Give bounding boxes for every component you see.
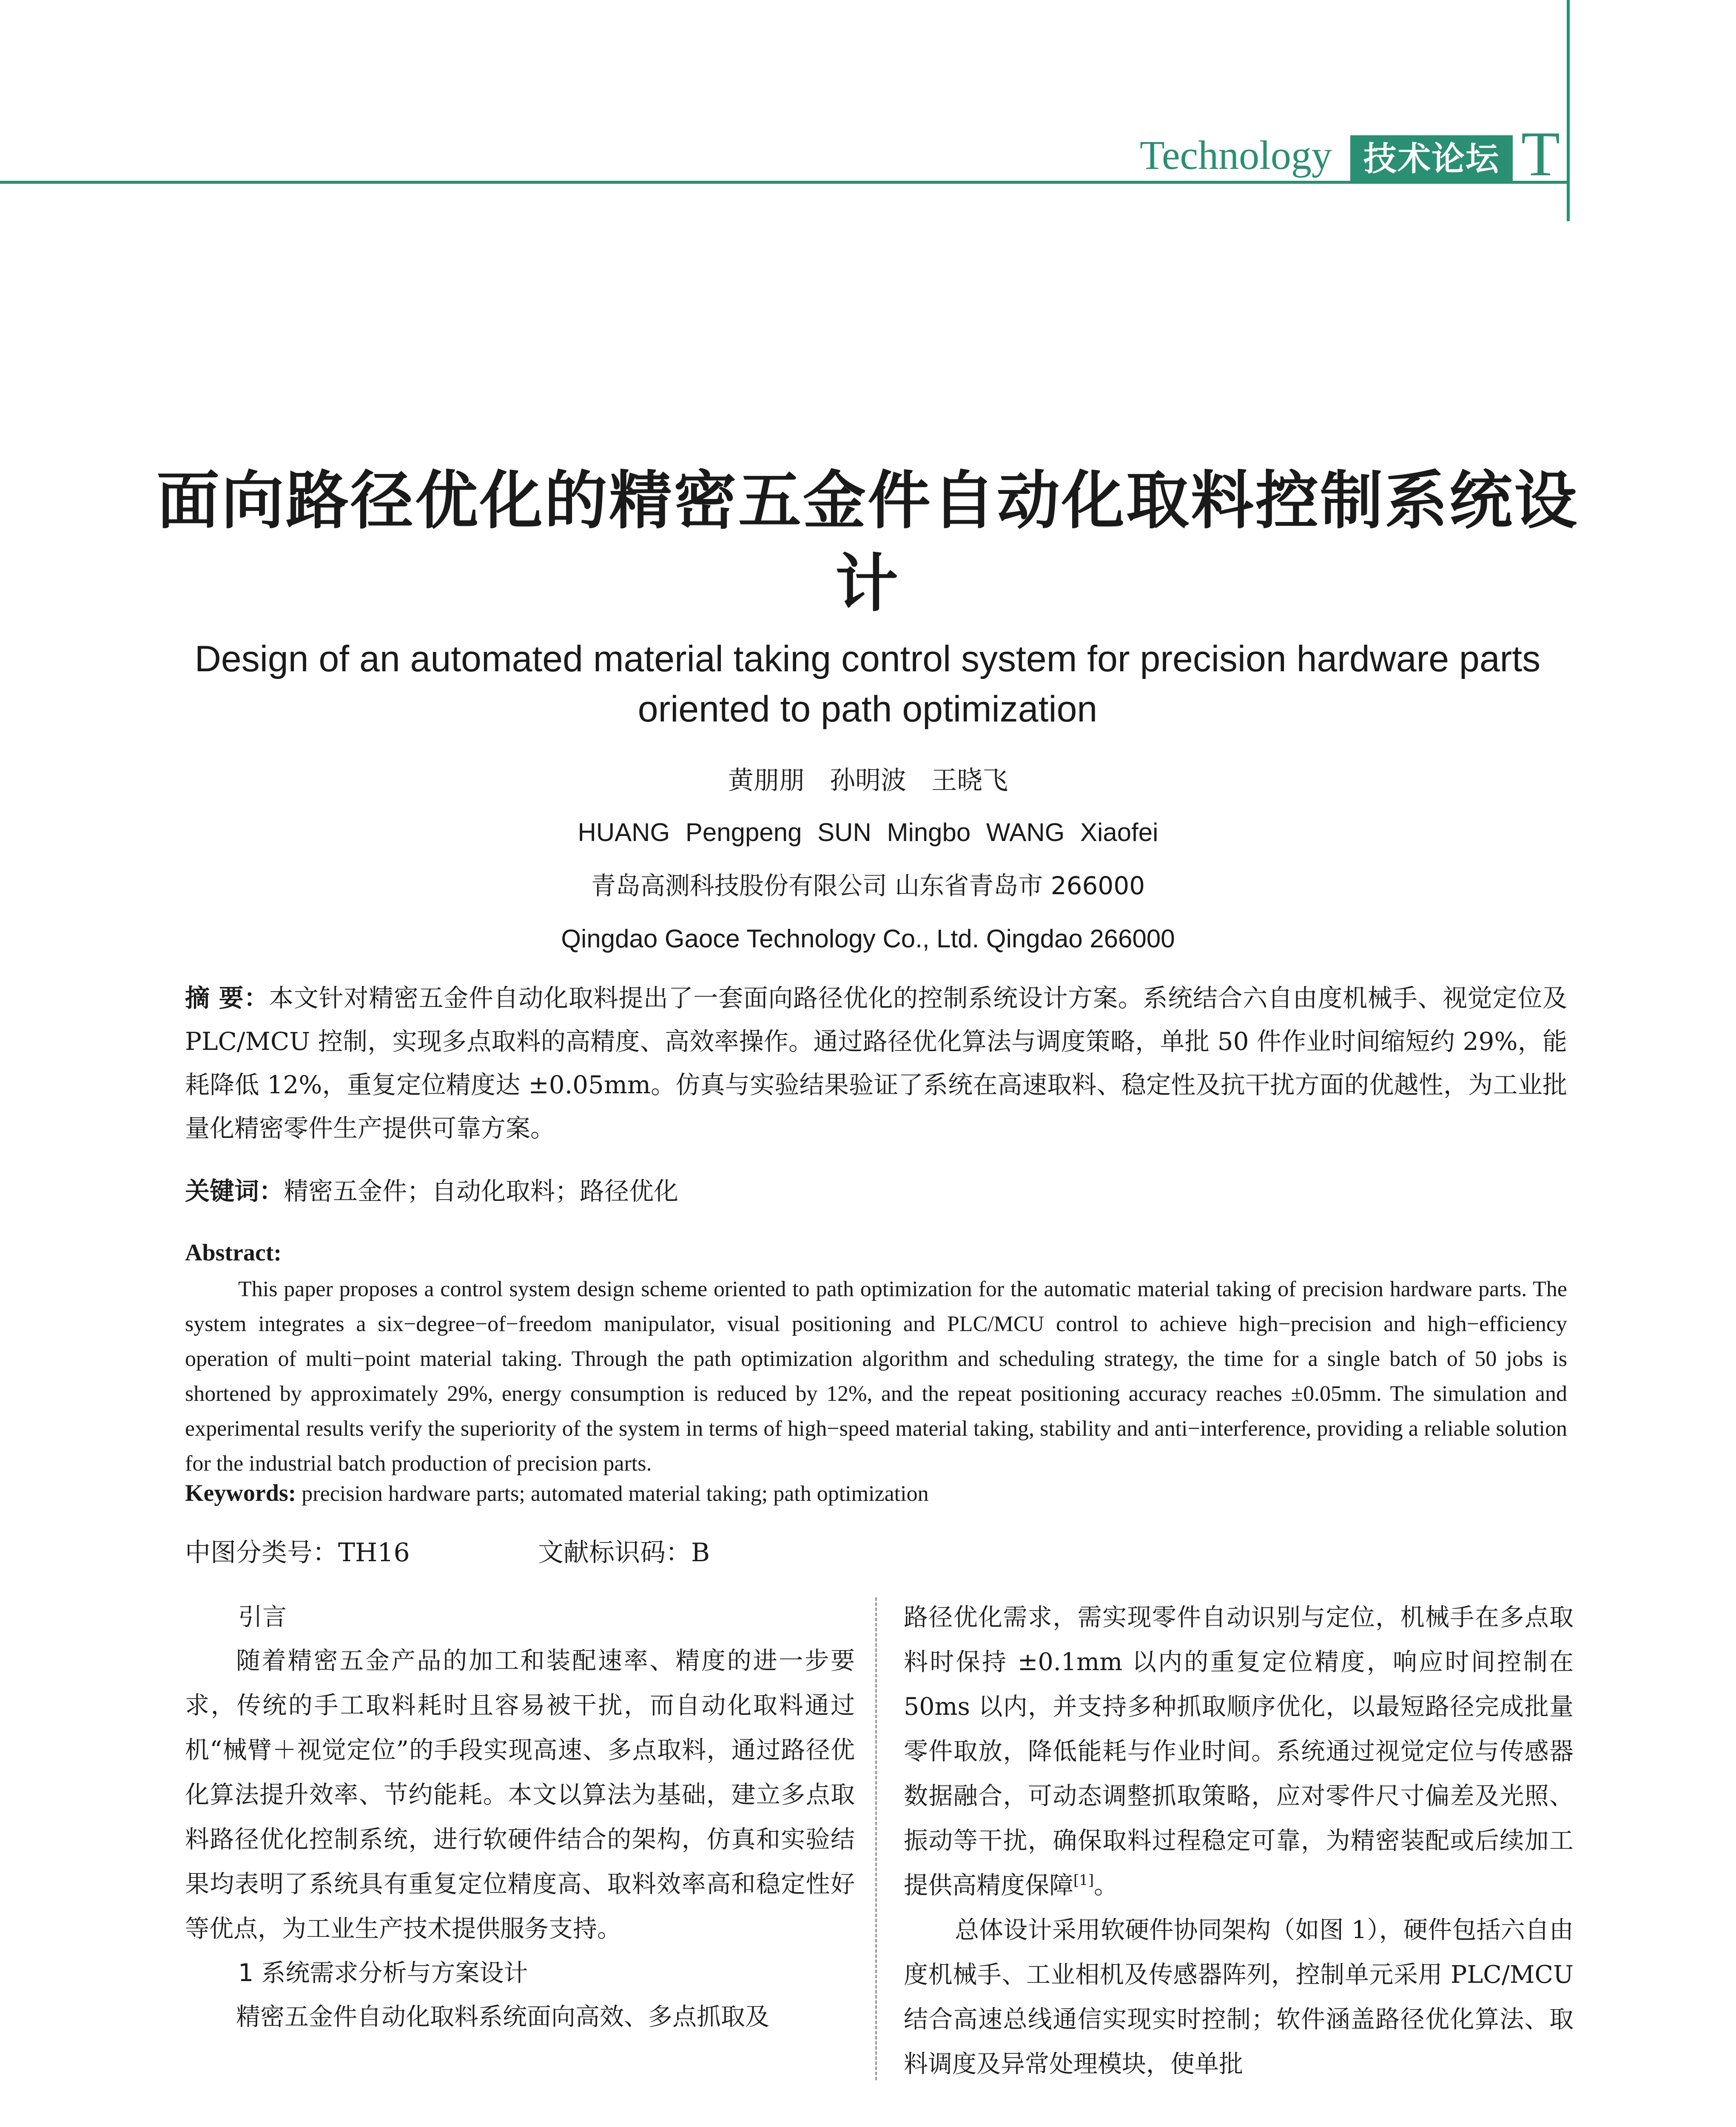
header-vertical-rule (1567, 0, 1570, 221)
section-letter: T (1521, 119, 1560, 189)
intro-paragraph: 随着精密五金产品的加工和装配速率、精度的进一步要求，传统的手工取料耗时且容易被干扰，而自动化取料通过机“械臂＋视觉定位”的手段实现高速、多点取料，通过路径优化算法提升效率、节约能耗。本文以算法为基础，建立多点取料路径优化控制系统，进行软硬件结合的架构，仿真和实验结果均表明了系统具有重复定位精度高、取料效率高和稳定性好等优点，为工业生产技术提供服务支持。 (185, 1647, 855, 1943)
keywords-cn-text: 精密五金件；自动化取料；路径优化 (284, 1177, 679, 1206)
document-code (538, 1534, 710, 1572)
body-column-right (904, 1595, 1574, 2087)
affiliation-en: Qingdao Gaoce Technology Co., Ltd. Qingdao 266000 (561, 924, 1175, 953)
abstract-cn (185, 976, 1567, 1150)
intro-heading: 引言 (238, 1603, 287, 1631)
authors-cn: 黄朋朋 孙明波 王晓飞 (728, 766, 1008, 795)
section1-heading: 1 系统需求分析与方案设计 (238, 1959, 528, 1987)
title-cn: 面向路径优化的精密五金件自动化取料控制系统设计 (157, 464, 1579, 620)
keywords-en-label: Keywords: (185, 1480, 296, 1506)
section1-paragraph-cont-text: 路径优化需求，需实现零件自动识别与定位，机械手在多点取料时保持 ±0.1mm 以内的重复定位精度，响应时间控制在 50ms 以内，并支持多种抓取顺序优化，以最短路径完成批量零件取放，降低能耗与作业时间。系统通过视觉定位与传感器数据融合，可动态调整抓取策略，应对零件尺寸偏差及光照、振动等干扰，确保取料过程稳定可靠，为精密装配或后续加工提供高精度保障 (904, 1603, 1574, 1899)
abstract-en-text: This paper proposes a control system design scheme oriented to path optimization for the automatic material taking of precision hardware parts. The system integrates a six−degree−of−freedom manipulator, visual positioning and PLC/MCU control to achieve high−precision and high−efficiency operation of multi−point material taking. Through the path optimization algorithm and scheduling strategy, the time for a single batch of 50 jobs is shortened by approximately 29%, energy consumption is reduced by 12%, and the repeat positioning accuracy reaches ±0.05mm. The simulation and experimental results verify the superiority of the system in terms of high−speed material taking, stability and anti−interference, providing a reliable solution for the industrial batch production of precision parts. (185, 1277, 1567, 1476)
abstract-cn-text: 本文针对精密五金件自动化取料提出了一套面向路径优化的控制系统设计方案。系统结合六自由度机械手、视觉定位及 PLC/MCU 控制，实现多点取料的高精度、高效率操作。通过路径优化算法与调度策略，单批 50 件作业时间缩短约 29%，能耗降低 12%，重复定位精度达 ±0.05mm。仿真与实验结果验证了系统在高速取料、稳定性及抗干扰方面的优越性，为工业批量化精密零件生产提供可靠方案。 (185, 984, 1567, 1143)
header-rule (0, 181, 1569, 184)
keywords-en (185, 1476, 1567, 1511)
clc-label: 中图分类号： (185, 1538, 338, 1568)
doc-code-value: B (691, 1538, 710, 1568)
section1-paragraph-design: 总体设计采用软硬件协同架构（如图 1），硬件包括六自由度机械手、工业相机及传感器阵列，控制单元采用 PLC/MCU 结合高速总线通信实现实时控制；软件涵盖路径优化算法、取料调度及异常处理模块，使单批 (904, 1916, 1574, 2078)
section1-paragraph-cont (904, 1595, 1574, 1908)
section1-paragraph-start: 精密五金件自动化取料系统面向高效、多点抓取及 (236, 2003, 769, 2031)
authors-en: HUANG Pengpeng SUN Mingbo WANG Xiaofei (578, 818, 1158, 847)
abstract-en-label: Abstract: (185, 1240, 282, 1266)
title-en: Design of an automated material taking control system for precision hardware parts oriented to path optimization (194, 639, 1541, 730)
section-label-cn: 技术论坛 (1350, 135, 1513, 183)
clc-value: TH16 (338, 1538, 410, 1568)
clc-number (185, 1534, 410, 1572)
keywords-en-text: precision hardware parts; automated material taking; path optimization (302, 1482, 929, 1506)
body-column-left (185, 1595, 855, 2039)
affiliation-cn: 青岛高测科技股份有限公司 山东省青岛市 266000 (591, 871, 1145, 900)
column-divider (875, 1597, 877, 2080)
citation-1: [1] (1073, 1872, 1094, 1889)
keywords-cn-label: 关键词： (185, 1177, 284, 1206)
doc-code-label: 文献标识码： (538, 1538, 691, 1568)
abstract-cn-label: 摘 要： (185, 984, 269, 1012)
section1-paragraph-cont-end: 。 (1094, 1871, 1118, 1899)
section-label-en: Technology (1140, 132, 1332, 178)
keywords-cn (185, 1172, 1567, 1210)
